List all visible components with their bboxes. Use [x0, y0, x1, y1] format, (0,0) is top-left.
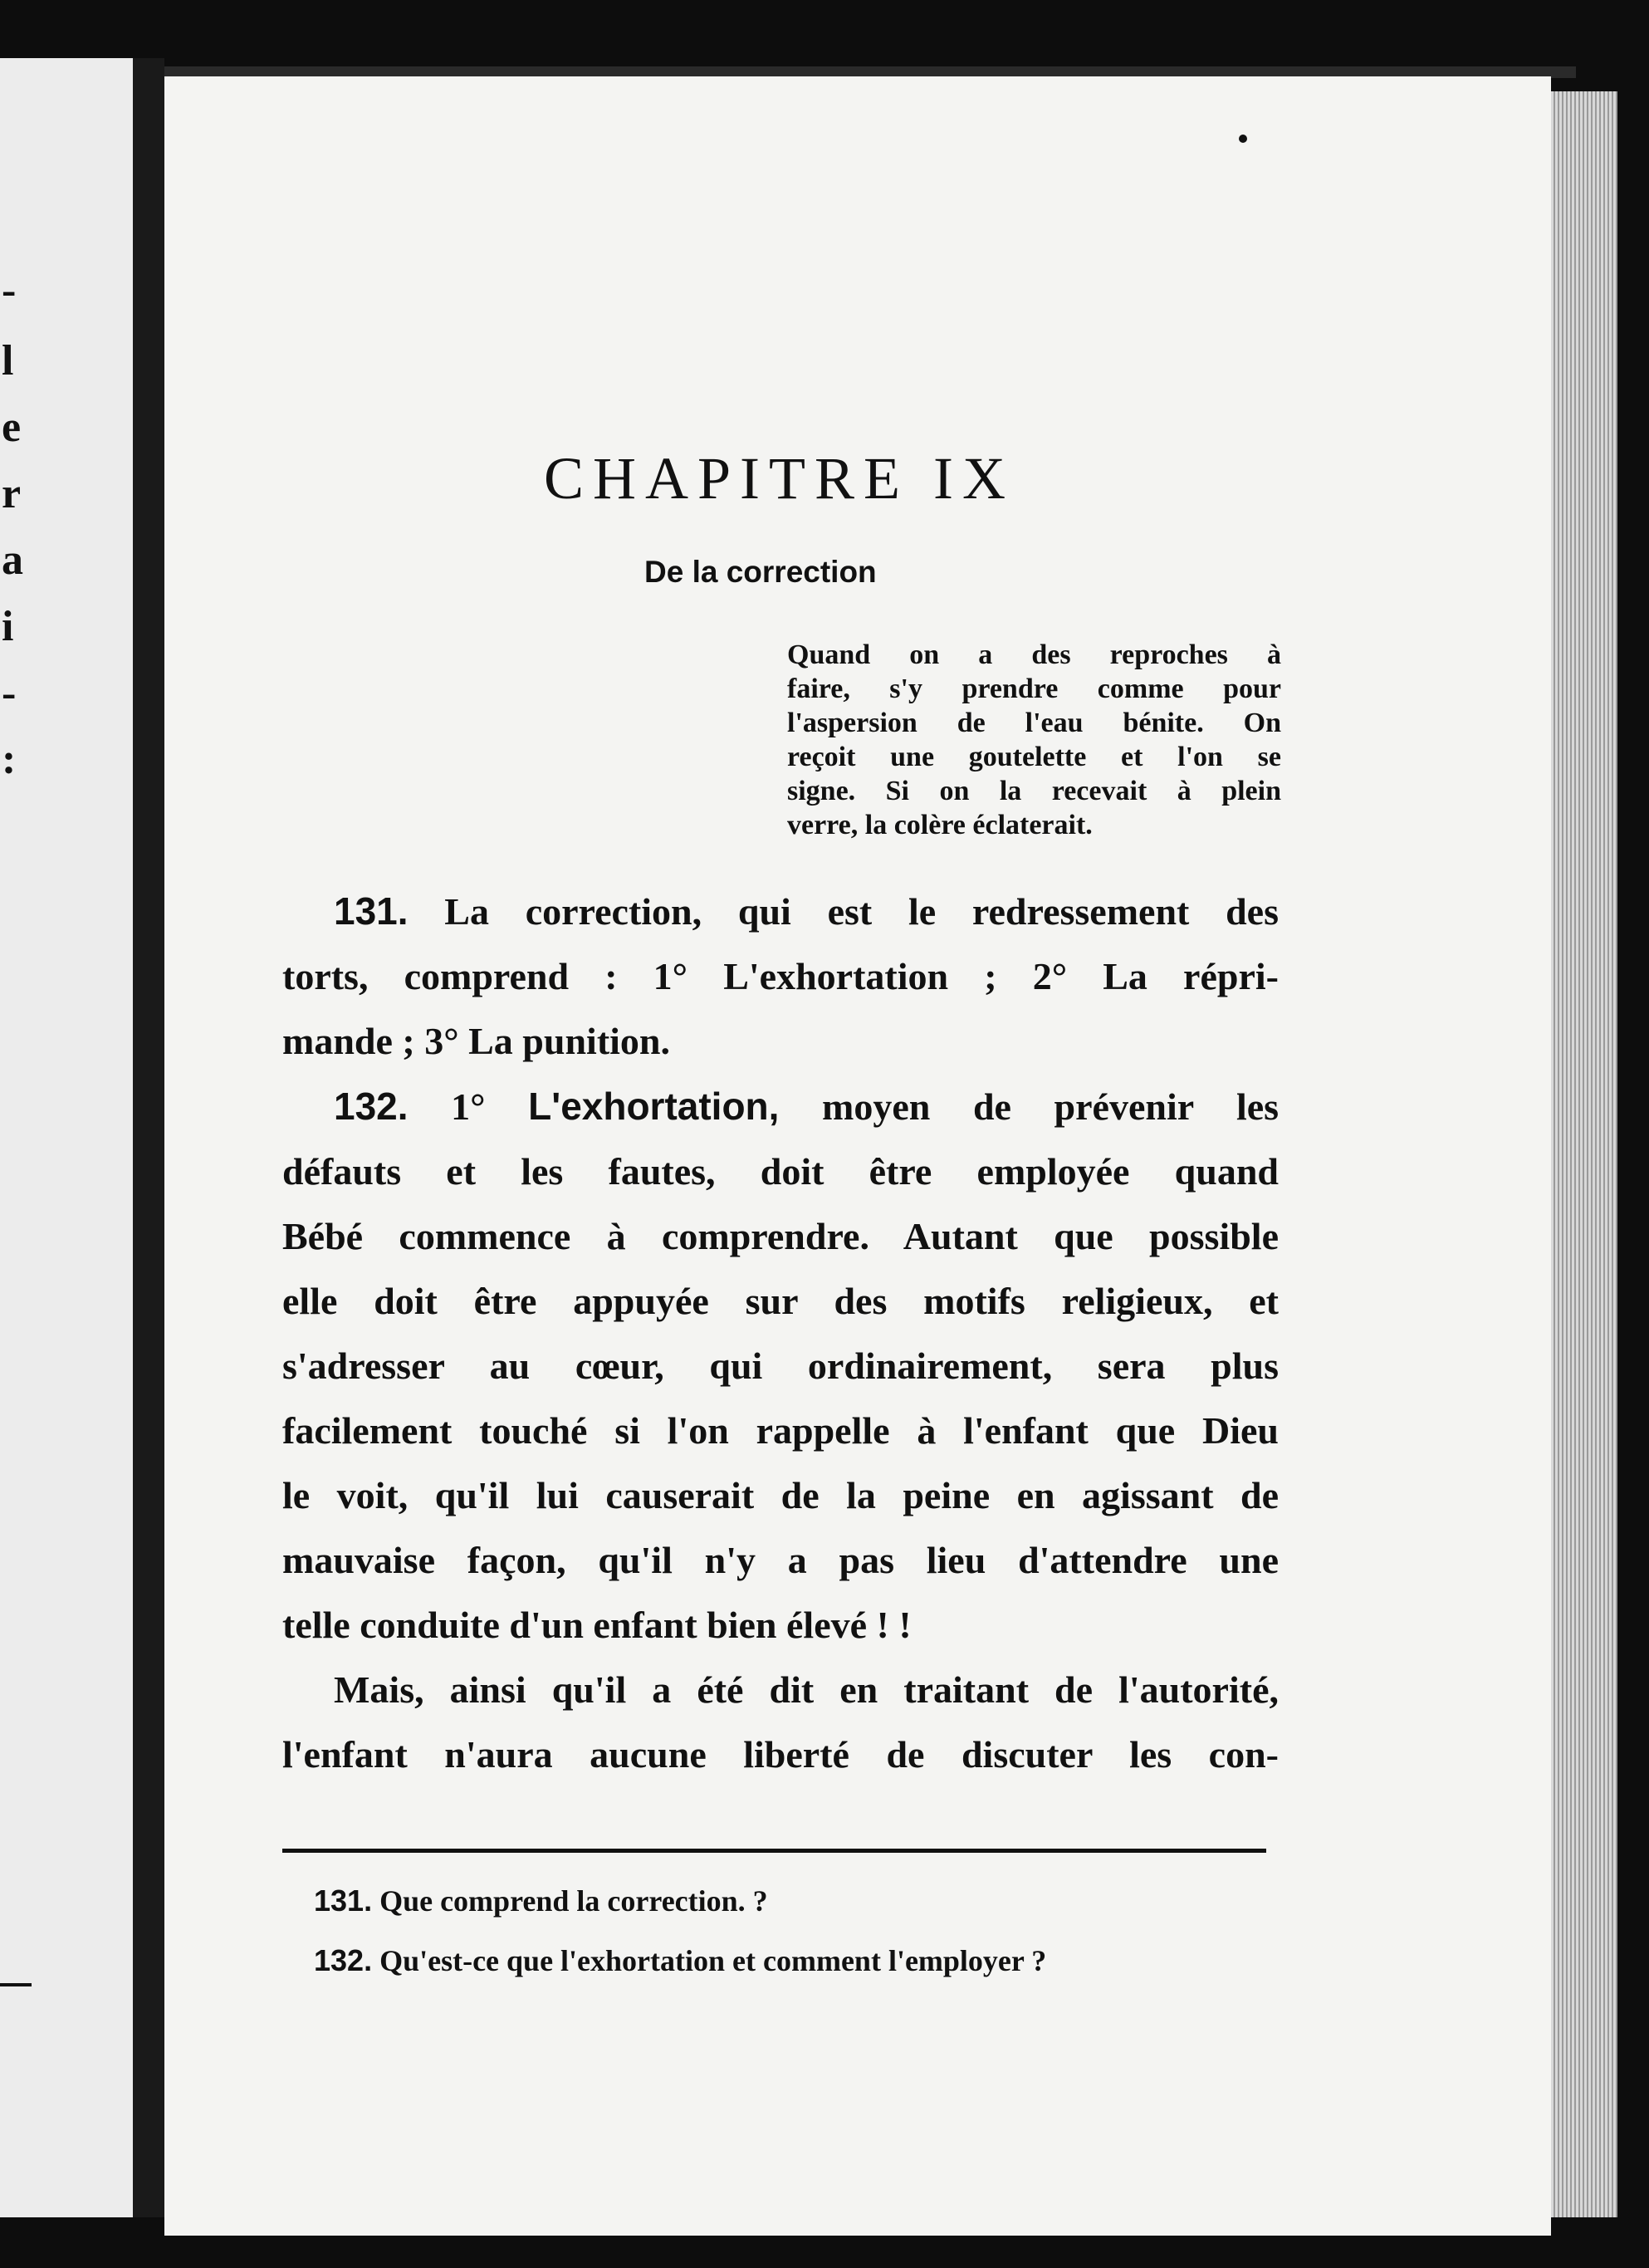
paragraph-132-line [282, 1074, 1279, 1139]
paragraph-mais-line: l'enfant n'aura aucune liberté de discuter les con- [282, 1733, 1279, 1776]
footnote-text: Que comprend la correction. ? [379, 1884, 768, 1918]
paragraph-132-line: elle doit être appuyée sur des motifs religieux, et [282, 1280, 1279, 1322]
ordinal: 1° [451, 1085, 486, 1128]
epigraph-line: reçoit une goutelette et l'on se [787, 742, 1281, 772]
footnote-131 [314, 1883, 768, 1918]
chapter-title: CHAPITRE IX [544, 445, 1015, 512]
chapter-subtitle: De la correction [644, 555, 877, 589]
paragraph-132-line: défauts et les fautes, doit être employée quand [282, 1150, 1279, 1193]
paragraph-text: moyen de prévenir les [822, 1085, 1280, 1128]
epigraph-line: signe. Si on la recevait à plein [787, 776, 1281, 806]
paragraph-mais-line: Mais, ainsi qu'il a été dit en traitant de l'autorité, [334, 1668, 1279, 1711]
epigraph-line: faire, s'y prendre comme pour [787, 674, 1281, 704]
margin-char: - [2, 267, 17, 314]
book-gutter [133, 58, 164, 2217]
paragraph-131-line: mande ; 3° La punition. [282, 1020, 671, 1062]
footnote-number: 132. [314, 1943, 373, 1977]
margin-char: l [2, 337, 14, 385]
epigraph-line: verre, la colère éclaterait. [787, 810, 1093, 840]
paragraph-132-line: telle conduite d'un enfant bien élevé ! ! [282, 1604, 912, 1646]
footnote-text: Qu'est-ce que l'exhortation et comment l'employer ? [379, 1944, 1047, 1977]
epigraph-line: l'aspersion de l'eau bénite. On [787, 708, 1281, 738]
margin-char: a [2, 536, 23, 584]
paragraph-132-line: Bébé commence à comprendre. Autant que possible [282, 1215, 1279, 1257]
paragraph-132-line: s'adresser au cœur, qui ordinairement, sera plus [282, 1345, 1279, 1387]
paragraph-131-line: torts, comprend : 1° L'exhortation ; 2° La répri- [282, 955, 1279, 997]
epigraph [787, 638, 1281, 842]
margin-char: i [2, 603, 14, 650]
paragraph-text: La correction, qui est le redressement des [444, 890, 1279, 933]
footnote-132 [314, 1943, 1046, 1978]
epigraph-line: Quand on a des reproches à [787, 639, 1281, 670]
paragraph-number: 131. [334, 889, 409, 933]
body-text [282, 879, 1279, 1787]
term-exhortation: L'exhortation, [528, 1085, 780, 1128]
facing-page-rule [0, 1983, 32, 1986]
paragraph-number: 132. [334, 1085, 409, 1128]
page-edges [1551, 91, 1617, 2217]
margin-char: r [2, 470, 22, 517]
margin-char: e [2, 404, 22, 451]
footnote-number: 131. [314, 1883, 373, 1918]
ink-dot [1239, 135, 1247, 143]
paragraph-132-line: facilement touché si l'on rappelle à l'enfant que Dieu [282, 1409, 1279, 1452]
paragraph-131-line [282, 879, 1279, 944]
footnote-rule [282, 1849, 1266, 1853]
paragraph-132-line: mauvaise façon, qu'il n'y a pas lieu d'attendre une [282, 1539, 1279, 1581]
paragraph-132-line: le voit, qu'il lui causerait de la peine en agissant de [282, 1474, 1279, 1516]
facing-page [0, 58, 133, 2217]
margin-char: - [2, 669, 17, 717]
margin-char: : [2, 736, 17, 783]
